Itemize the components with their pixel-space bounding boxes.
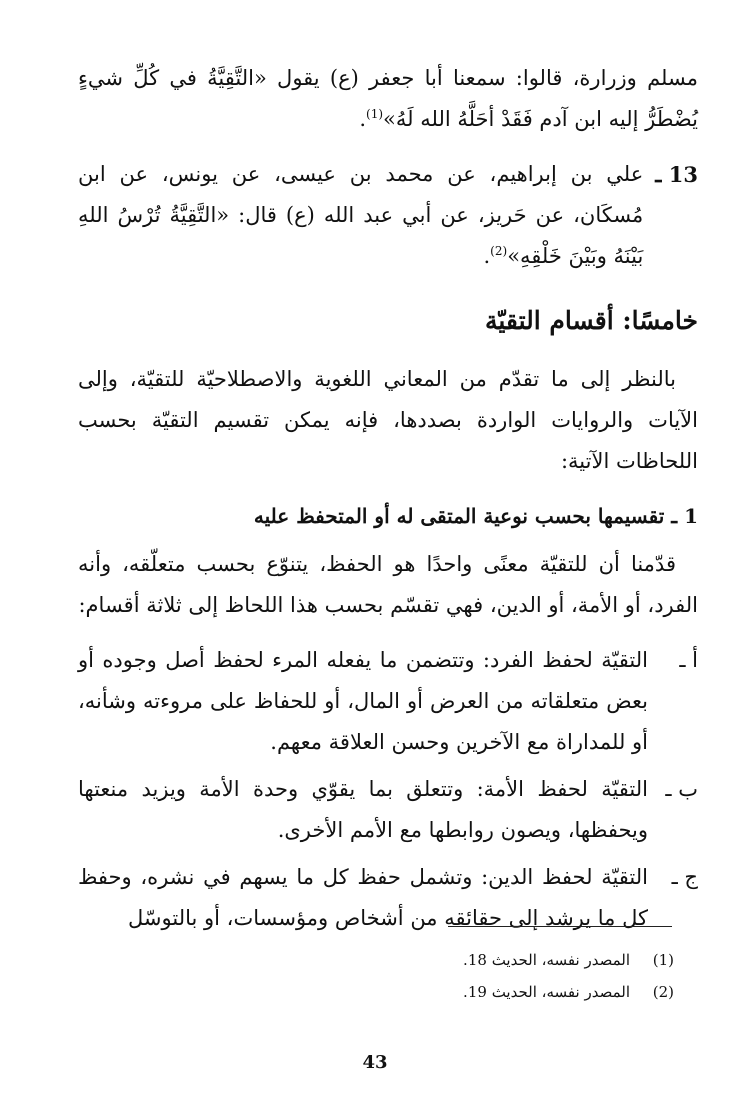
list-item-mark: ب ـ bbox=[665, 777, 698, 801]
hadith-13-period: . bbox=[483, 244, 491, 268]
hadith-12-continuation bbox=[78, 58, 698, 140]
footnote-text: المصدر نفسه، الحديث 18. bbox=[463, 951, 630, 969]
footnote-ref-2[interactable]: (2) bbox=[490, 244, 508, 258]
footnote-number: (1) bbox=[652, 951, 674, 969]
hadith-13 bbox=[78, 154, 698, 277]
footnotes bbox=[78, 944, 674, 1008]
page-body bbox=[78, 58, 698, 945]
hadith-13-number: 13 ـ bbox=[655, 162, 698, 187]
footnote-1 bbox=[78, 944, 674, 976]
hadith-12-period: . bbox=[359, 107, 367, 131]
footnote-2 bbox=[78, 976, 674, 1008]
subsection-title: 1 ـ تقسيمها بحسب نوعية المتقى له أو المتحفظ عليه bbox=[253, 504, 698, 528]
footnote-divider bbox=[448, 926, 672, 927]
hadith-12-text: مسلم وزرارة، قالوا: سمعنا أبا جعفر (ع) يقول «التَّقِيَّةُ في كُلِّ شيءٍ يُضْطَرُّ إليه ابن آدم فَقَدْ أحَلَّهُ الله لَهُ» bbox=[78, 66, 698, 131]
list-item-text: التقيّة لحفظ الفرد: وتتضمن ما يفعله المرء لحفظ أصل وجوده أو بعض متعلقاته من العرض أو المال، أو للحفاظ على مروءته وشأنه، أو للمداراة مع الآخرين وحسن العلاقة معهم. bbox=[78, 648, 648, 754]
footnote-text: المصدر نفسه، الحديث 19. bbox=[463, 983, 630, 1001]
list-item-text: التقيّة لحفظ الدين: وتشمل حفظ كل ما يسهم في نشره، وحفظ كل ما يرشد إلى حقائقه من أشخاص ومؤسسات، أو بالتوسّل bbox=[78, 865, 648, 930]
section-intro: بالنظر إلى ما تقدّم من المعاني اللغوية والاصطلاحيّة للتقيّة، وإلى الآيات والروايات الواردة بصددها، فإنه يمكن تقسيم التقيّة بحسب اللحاظات الآتية: bbox=[78, 367, 698, 473]
footnote-ref-1[interactable]: (1) bbox=[366, 107, 384, 121]
list-item bbox=[78, 640, 698, 763]
list-item-mark: ج ـ bbox=[671, 865, 698, 889]
footnote-number: (2) bbox=[652, 983, 674, 1001]
page-number: 43 bbox=[362, 1052, 388, 1073]
list-item bbox=[78, 769, 698, 851]
subsection-intro: قدّمنا أن للتقيّة معنًى واحدًا هو الحفظ، يتنوّع بحسب متعلّقه، وأنه الفرد، أو الأمة، أو الدين، فهي تقسّم بحسب هذا اللحاظ إلى ثلاثة أقسام: bbox=[78, 552, 698, 617]
hadith-13-body bbox=[78, 154, 643, 277]
list-item-mark: أ ـ bbox=[679, 648, 698, 672]
hadith-13-text: علي بن إبراهيم، عن محمد بن عيسى، عن يونس، عن ابن مُسكَان، عن حَريز، عن أبي عبد الله (ع) قال: «التَّقِيَّةُ تُرْسُ اللهِ بَيْنَهُ وبَيْنَ خَلْقِهِ» bbox=[78, 162, 644, 268]
section-title: خامسًا: أقسام التقيّة bbox=[484, 306, 698, 335]
list-item-text: التقيّة لحفظ الأمة: وتتعلق بما يقوّي وحدة الأمة ويزيد منعتها ويحفظها، ويصون روابطها مع الأمم الأخرى. bbox=[78, 777, 648, 842]
